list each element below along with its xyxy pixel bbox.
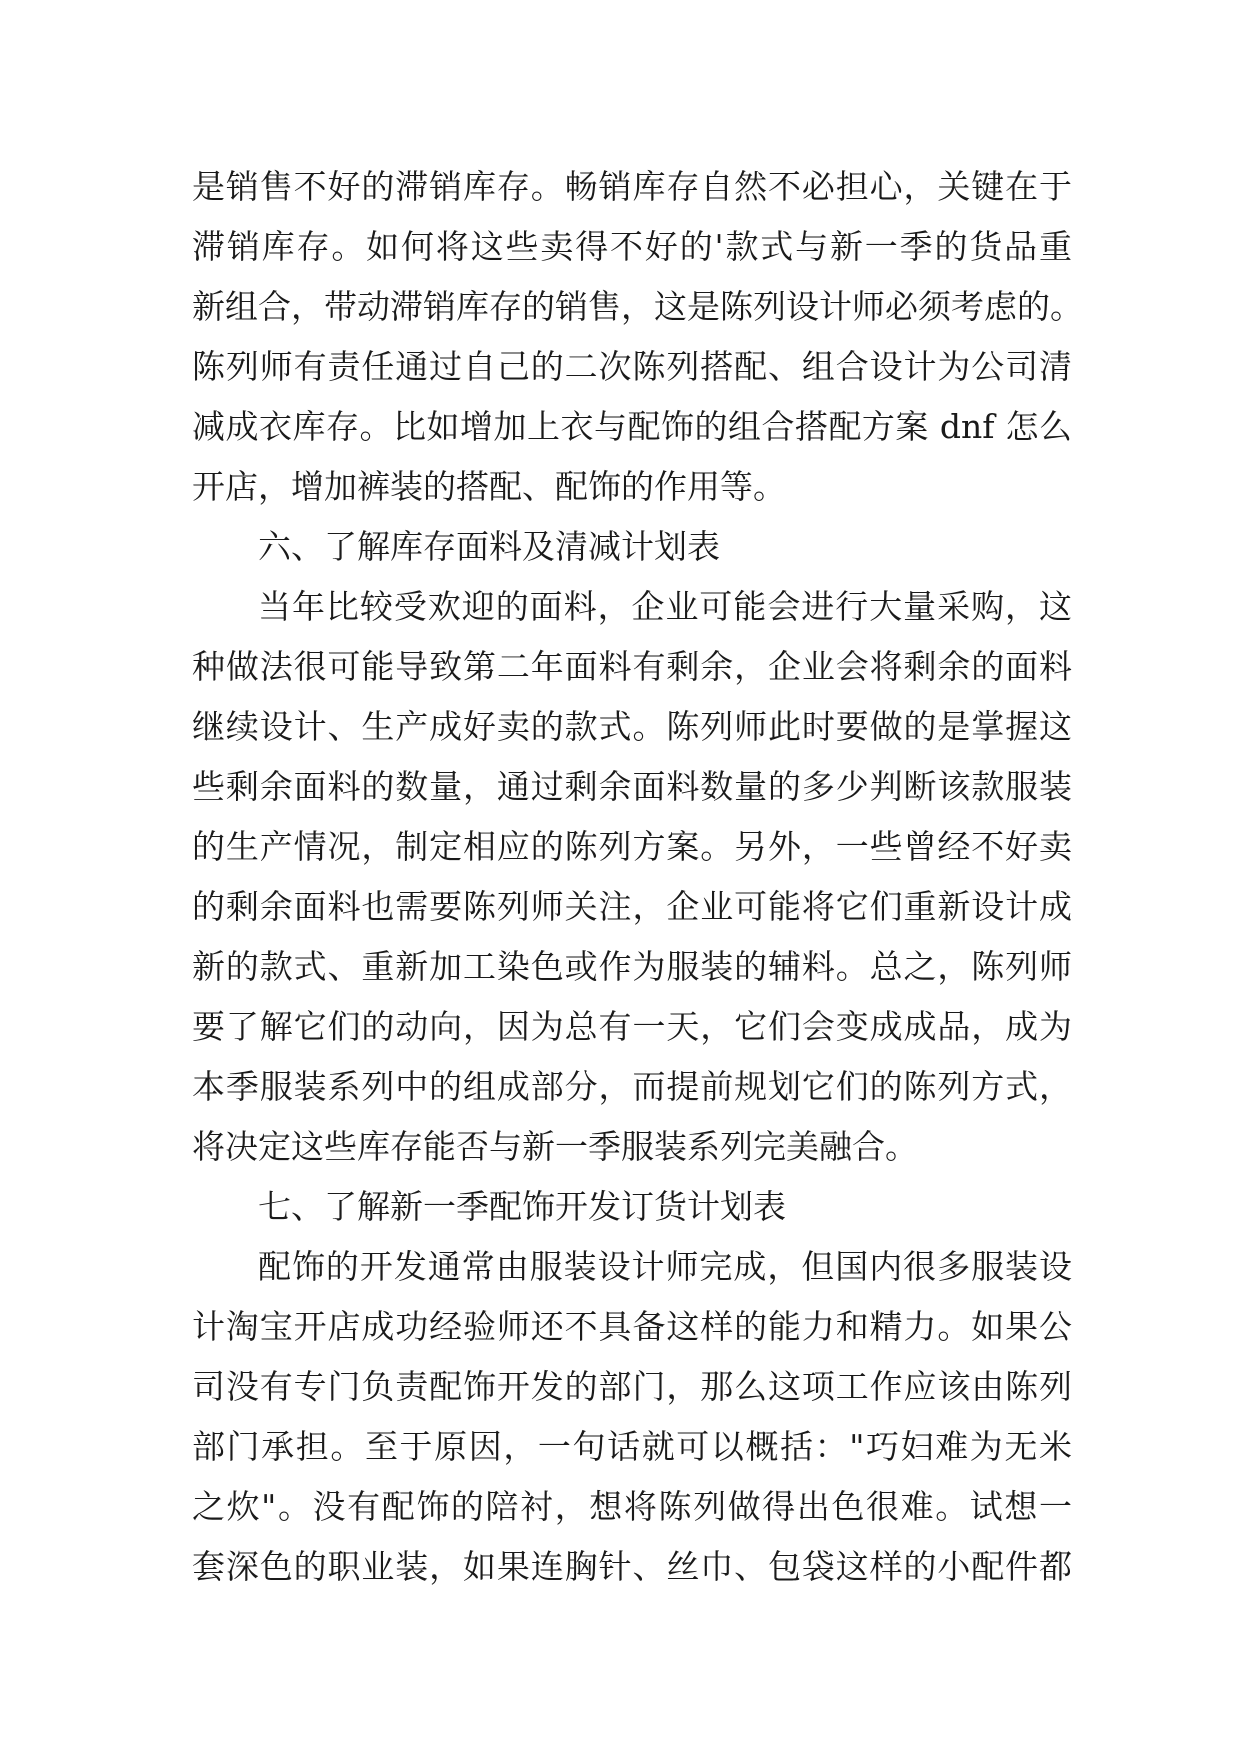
text-line: 是销售不好的滞销库存。畅销库存自然不必担心，关键在于	[192, 167, 1072, 206]
text-line: 新组合，带动滞销库存的销售，这是陈列设计师必须考虑的。	[192, 287, 1083, 326]
section-heading: 七、了解新一季配饰开发订货计划表	[258, 1187, 786, 1226]
text-line: 些剩余面料的数量，通过剩余面料数量的多少判断该款服装	[192, 767, 1072, 806]
text-line: 将决定这些库存能否与新一季服装系列完美融合。	[192, 1127, 918, 1166]
text-line: 之炊"。没有配饰的陪衬，想将陈列做得出色很难。试想一	[192, 1487, 1072, 1526]
text-line: 的剩余面料也需要陈列师关注，企业可能将它们重新设计成	[192, 887, 1072, 926]
text-line: 种做法很可能导致第二年面料有剩余，企业会将剩余的面料	[192, 647, 1072, 686]
text-line: 当年比较受欢迎的面料，企业可能会进行大量采购，这	[258, 587, 1072, 626]
text-line: 本季服装系列中的组成部分，而提前规划它们的陈列方式，	[192, 1067, 1072, 1106]
text-line: 部门承担。至于原因，一句话就可以概括："巧妇难为无米	[192, 1427, 1072, 1466]
text-line: 继续设计、生产成好卖的款式。陈列师此时要做的是掌握这	[192, 707, 1072, 746]
text-line: 开店，增加裤装的搭配、配饰的作用等。	[192, 467, 786, 506]
text-line: 司没有专门负责配饰开发的部门，那么这项工作应该由陈列	[192, 1367, 1072, 1406]
text-line: 滞销库存。如何将这些卖得不好的'款式与新一季的货品重	[192, 227, 1072, 266]
text-line: 配饰的开发通常由服装设计师完成，但国内很多服装设	[258, 1247, 1072, 1286]
section-heading: 六、了解库存面料及清减计划表	[258, 527, 720, 566]
text-line: 套深色的职业装，如果连胸针、丝巾、包袋这样的小配件都	[192, 1547, 1072, 1586]
text-line: 新的款式、重新加工染色或作为服装的辅料。总之，陈列师	[192, 947, 1072, 986]
text-line: 计淘宝开店成功经验师还不具备这样的能力和精力。如果公	[192, 1307, 1072, 1346]
text-line: 陈列师有责任通过自己的二次陈列搭配、组合设计为公司清	[192, 347, 1072, 386]
text-line: 减成衣库存。比如增加上衣与配饰的组合搭配方案 dnf 怎么	[192, 407, 1072, 446]
text-line: 的生产情况，制定相应的陈列方案。另外，一些曾经不好卖	[192, 827, 1072, 866]
body-text	[192, 157, 1083, 1597]
text-line: 要了解它们的动向，因为总有一天，它们会变成成品，成为	[192, 1007, 1072, 1046]
